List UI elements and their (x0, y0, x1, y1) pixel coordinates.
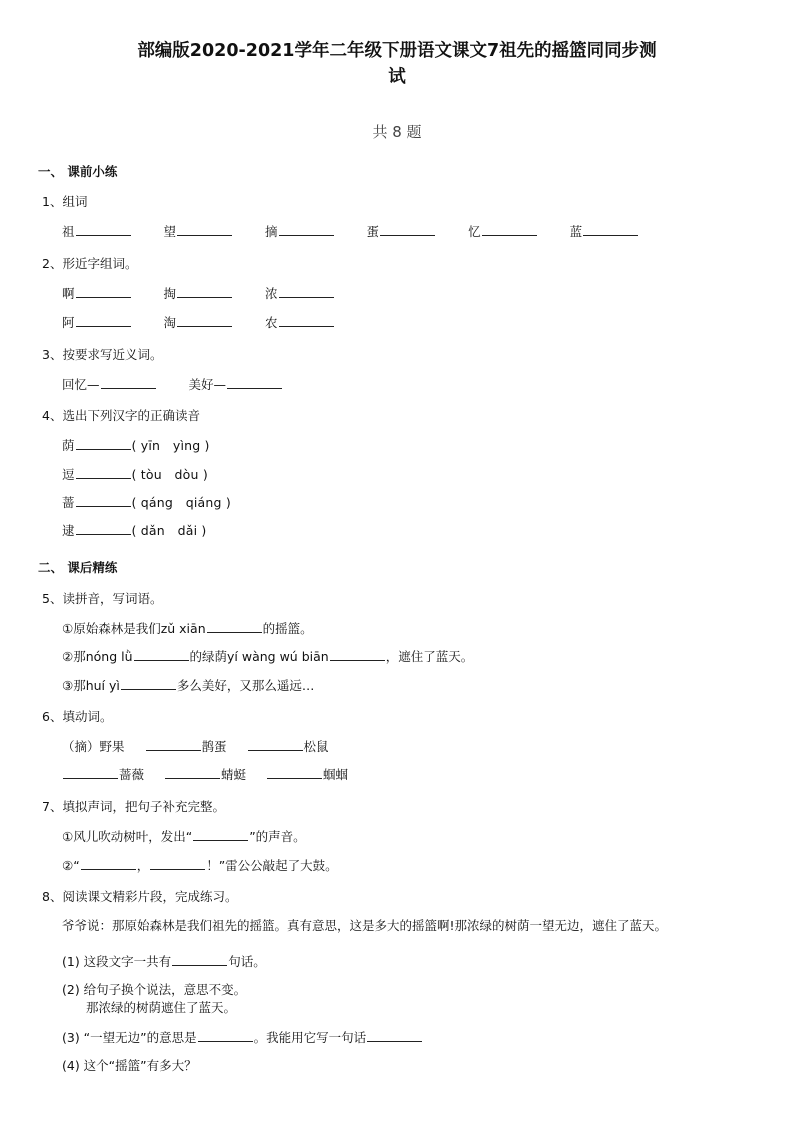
answer-blank[interactable] (330, 648, 385, 661)
q7-label: 7、填拟声词，把句子补充完整。 (42, 799, 225, 814)
q2-row-1: 啊 掏 浓 (62, 285, 367, 302)
answer-blank[interactable] (367, 1029, 422, 1042)
answer-blank[interactable] (134, 648, 189, 661)
answer-blank[interactable] (177, 285, 232, 298)
q8-sub-2: (2) 给句子换个说法，意思不变。 (62, 982, 247, 997)
q5-label: 5、读拼音，写词语。 (42, 591, 163, 606)
section-heading-2: 二、 课后精练 (38, 560, 118, 575)
q3-label: 3、按要求写近义词。 (42, 347, 163, 362)
answer-blank[interactable] (76, 223, 131, 236)
q6-row-2: 蔷薇 蜻蜓 蝈蝈 (62, 766, 368, 783)
q4-row: 蔷 ( qáng qiáng ) (62, 495, 231, 510)
q1-item: 望 (164, 223, 234, 240)
answer-blank[interactable] (177, 223, 232, 236)
q7-line-1: ①风儿吹动树叶，发出“ ”的声音。 (62, 829, 306, 844)
answer-blank[interactable] (248, 738, 303, 751)
q8-label: 8、阅读课文精彩片段，完成练习。 (42, 889, 238, 904)
q3-row: 回忆— 美好— (62, 376, 315, 393)
title-line-1: 部编版2020-2021学年二年级下册语文课文7祖先的摇篮同同步测 (137, 41, 657, 61)
answer-blank[interactable] (227, 376, 282, 389)
answer-blank[interactable] (76, 285, 131, 298)
q1-label: 1、组词 (42, 194, 88, 209)
q2-row-2: 阿 淘 农 (62, 314, 367, 331)
answer-blank[interactable] (583, 223, 638, 236)
answer-blank[interactable] (198, 1029, 253, 1042)
answer-blank[interactable] (165, 766, 220, 779)
q1-item: 忆 (468, 223, 538, 240)
answer-blank[interactable] (63, 766, 118, 779)
q8-sub-1: (1) 这段文字一共有 句话。 (62, 954, 266, 969)
q8-passage: 爷爷说：那原始森林是我们祖先的摇篮。真有意思，这是多大的摇篮啊!那浓绿的树荫一望无边，遮住了蓝天。 (62, 918, 668, 933)
answer-blank[interactable] (279, 314, 334, 327)
section-heading-1: 一、 课前小练 (38, 164, 118, 179)
title-line-2: 试 (388, 67, 406, 87)
answer-blank[interactable] (76, 437, 131, 450)
q1-item: 摘 (265, 223, 335, 240)
answer-blank[interactable] (279, 223, 334, 236)
page-title (120, 38, 674, 90)
q4-label: 4、选出下列汉字的正确读音 (42, 408, 200, 423)
answer-blank[interactable] (76, 522, 131, 535)
answer-blank[interactable] (267, 766, 322, 779)
answer-blank[interactable] (177, 314, 232, 327)
q5-line-1: ①原始森林是我们zǔ xiān 的摇篮。 (62, 621, 313, 636)
q4-row: 逗 ( tòu dòu ) (62, 467, 208, 482)
q4-row: 逮 ( dǎn dǎi ) (62, 523, 207, 538)
q5-line-3: ③那huí yì 多么美好，又那么遥远… (62, 678, 315, 693)
q2-label: 2、形近字组词。 (42, 256, 138, 271)
question-count: 共 8 题 (372, 123, 422, 141)
answer-blank[interactable] (121, 677, 176, 690)
answer-blank[interactable] (76, 494, 131, 507)
answer-blank[interactable] (380, 223, 435, 236)
q1-row (62, 223, 671, 240)
q4-row: 荫 ( yīn yìng ) (62, 438, 210, 453)
answer-blank[interactable] (76, 314, 131, 327)
answer-blank[interactable] (146, 738, 201, 751)
q5-line-2: ②那nóng lǜ 的绿荫yí wàng wú biān ，遮住了蓝天。 (62, 649, 474, 664)
answer-blank[interactable] (101, 376, 156, 389)
q7-line-2: ②“ ， ！”雷公公敲起了大鼓。 (62, 858, 338, 873)
answer-blank[interactable] (76, 466, 131, 479)
answer-blank[interactable] (81, 857, 136, 870)
q6-label: 6、填动词。 (42, 709, 113, 724)
q8-sub-2-sentence: 那浓绿的树荫遮住了蓝天。 (86, 1000, 237, 1015)
answer-blank[interactable] (172, 953, 227, 966)
answer-blank[interactable] (150, 857, 205, 870)
answer-blank[interactable] (193, 828, 248, 841)
q1-item: 蓝 (570, 223, 640, 240)
answer-blank[interactable] (279, 285, 334, 298)
q1-item: 蛋 (367, 223, 437, 240)
q1-item: 祖 (62, 223, 132, 240)
q8-sub-4: (4) 这个“摇篮”有多大？ (62, 1058, 197, 1073)
answer-blank[interactable] (482, 223, 537, 236)
q8-sub-3: (3) “一望无边”的意思是 。我能用它写一句话 (62, 1029, 423, 1046)
q6-row-1: （摘）野果 鹊蛋 松鼠 (62, 739, 329, 754)
answer-blank[interactable] (207, 620, 262, 633)
